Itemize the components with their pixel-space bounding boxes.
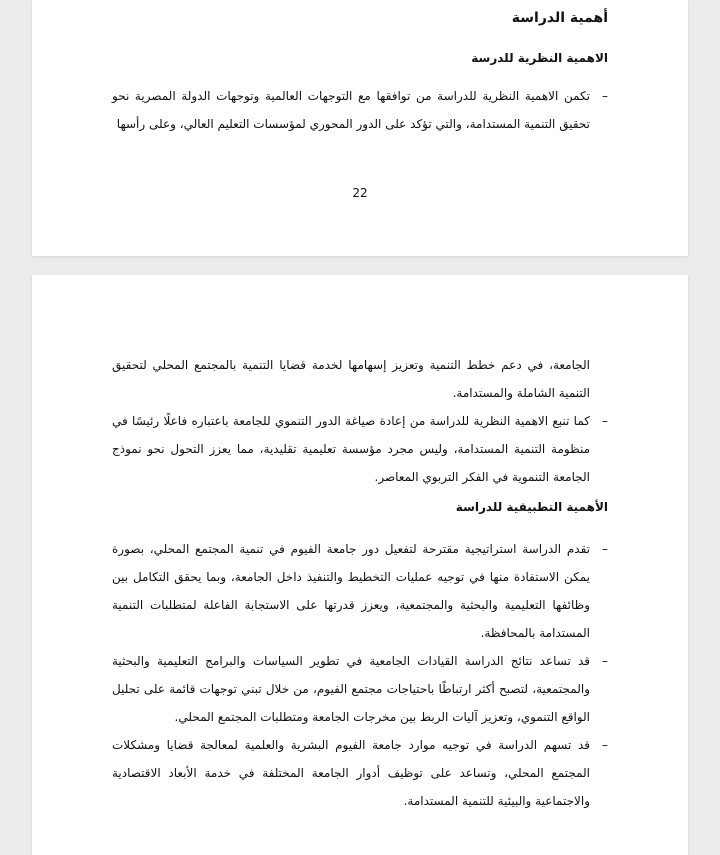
document-page-2 bbox=[32, 275, 688, 855]
list-item bbox=[112, 647, 608, 731]
bullet-dash: – bbox=[602, 542, 608, 556]
applied-bullets bbox=[112, 535, 608, 815]
list-item bbox=[112, 407, 608, 491]
list-item-text: قد تساعد نتائج الدراسة القيادات الجامعية في تطوير السياسات والبرامج التعليمية والبحثية والمجتمعية، لتصبح أكثر ارتباطًا باحتياجات مجتمع الفيوم، من خلال تبني توجهات قائمة على تحليل الواقع التنموي، وتعزيز آليات الربط بين مخرجات الجامعة ومتطلبات المجتمع المحلي. bbox=[112, 654, 590, 724]
list-item-text: تقدم الدراسة استراتيجية مقترحة لتفعيل دور جامعة الفيوم في تنمية المجتمع المحلي، بصورة يمكن الاستفادة منها في توجيه عمليات التخطيط والتنفيذ داخل الجامعة، وبما يحقق التكامل بين وظائفها التعليمية والبحثية والمجتمعية، ويعزز قدرتها على الاستجابة الفاعلة لمتطلبات التنمية المستدامة بالمحافظة. bbox=[112, 542, 590, 640]
list-item-text: كما تنبع الاهمية النظرية للدراسة من إعادة صياغة الدور التنموي للجامعة باعتباره فاعلًا رئيسًا في منظومة التنمية المستدامة، وليس مجرد مؤسسة تعليمية تقليدية، مما يعزز التحول نحو نموذج الجامعة التنموية في الفكر التربوي المعاصر. bbox=[112, 414, 590, 484]
bullet-dash: – bbox=[602, 654, 608, 668]
list-item bbox=[112, 82, 608, 138]
theoretical-bullets bbox=[112, 82, 608, 138]
continuation-paragraph: الجامعة، في دعم خطط التنمية وتعزيز إسهامها لخدمة قضايا التنمية بالمجتمع المحلي لتحقيق التنمية الشاملة والمستدامة. bbox=[112, 358, 590, 400]
bullet-dash: – bbox=[602, 89, 608, 103]
list-item-text: قد تسهم الدراسة في توجيه موارد جامعة الفيوم البشرية والعلمية لمعالجة قضايا ومشكلات المجتمع المحلي، وتساعد على توظيف أدوار الجامعة المختلفة في خدمة الأبعاد الاقتصادية والاجتماعية والبيئية للتنمية المستدامة. bbox=[112, 738, 590, 808]
page-number: 22 bbox=[352, 186, 368, 200]
list-item-text: تكمن الاهمية النظرية للدراسة من توافقها مع التوجهات العالمية وتوجهات الدولة المصرية نحو تحقيق التنمية المستدامة، والتي تؤكد على الدور المحوري لمؤسسات التعليم العالي، وعلى رأسها bbox=[112, 89, 590, 131]
applied-importance-heading: الأهمية التطبيقية للدراسة bbox=[455, 500, 608, 514]
list-item bbox=[112, 535, 608, 647]
page-2-content bbox=[112, 351, 608, 815]
page-1-content bbox=[112, 8, 608, 138]
bullet-dash: – bbox=[602, 738, 608, 752]
bullet-dash: – bbox=[602, 414, 608, 428]
document-page-1 bbox=[32, 0, 688, 256]
section-title: أهمية الدراسة bbox=[511, 10, 608, 26]
theoretical-importance-heading: الاهمية النظرية للدرسة bbox=[471, 51, 608, 65]
theoretical-bullets-continued bbox=[112, 407, 608, 491]
list-item bbox=[112, 731, 608, 815]
